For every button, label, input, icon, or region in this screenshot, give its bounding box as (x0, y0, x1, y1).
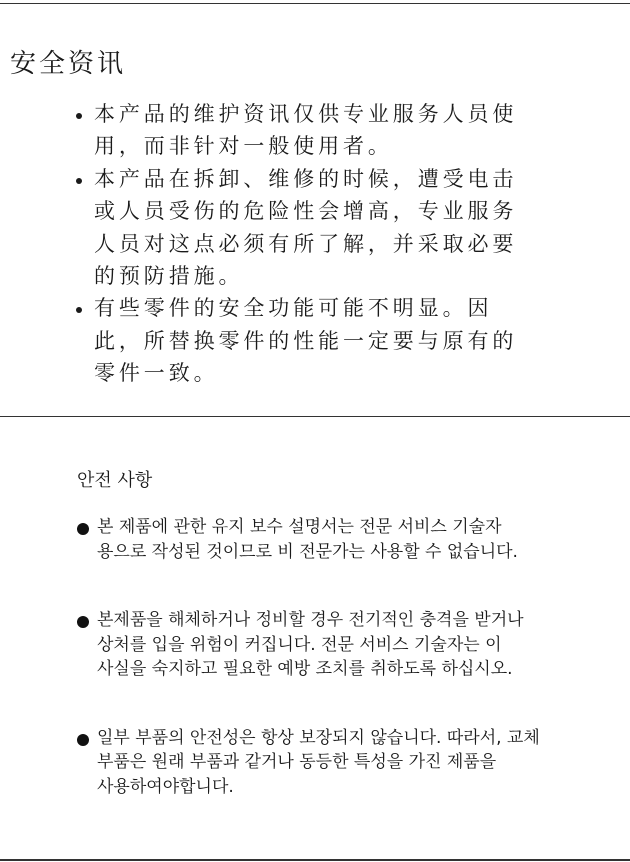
korean-safety-item-text: 일부 부품의 안전성은 항상 보장되지 않습니다. 따라서, 교체 부품은 원래 부품과 같거나 동등한 특성을 가진 제품을 사용하여야합니다. (97, 727, 540, 797)
bullet-icon (77, 523, 89, 535)
bullet-icon (76, 178, 82, 184)
chinese-safety-list (72, 98, 542, 390)
chinese-safety-item (72, 292, 542, 389)
chinese-safety-title: 安全资讯 (10, 49, 127, 79)
chinese-safety-item-text: 本产品的维护资讯仅供专业服务人员使用，而非针对一般使用者。 (94, 102, 518, 159)
bullet-icon (76, 113, 82, 119)
korean-safety-item (77, 608, 547, 682)
bullet-icon (77, 734, 89, 746)
korean-safety-item (77, 515, 547, 564)
korean-safety-item-text: 본 제품에 관한 유지 보수 설명서는 전문 서비스 기술자 용으로 작성된 것이므로 비 전문가는 사용할 수 없습니다. (97, 517, 518, 562)
korean-safety-item (77, 726, 547, 800)
chinese-safety-item-text: 有些零件的安全功能可能不明显。因此，所替换零件的性能一定要与原有的零件一致。 (94, 296, 518, 386)
bullet-icon (76, 307, 82, 313)
chinese-safety-item (72, 163, 542, 293)
bottom-divider (0, 859, 630, 861)
korean-safety-list (77, 515, 547, 799)
chinese-safety-item-text: 本产品在拆卸、维修的时候，遭受电击或人员受伤的危险性会增高，专业服务人员对这点必须有所了解，并采取必要的预防措施。 (94, 166, 518, 289)
chinese-safety-section (0, 0, 630, 416)
korean-safety-section (0, 417, 630, 859)
chinese-safety-item (72, 98, 542, 163)
korean-safety-title: 안전 사항 (77, 470, 153, 491)
bullet-icon (77, 616, 89, 628)
korean-safety-item-text: 본제품을 해체하거나 정비할 경우 전기적인 충격을 받거나 상처를 입을 위험이 커집니다. 전문 서비스 기술자는 이 사실을 숙지하고 필요한 예방 조치를 취하도록 하십시오. (97, 610, 524, 679)
